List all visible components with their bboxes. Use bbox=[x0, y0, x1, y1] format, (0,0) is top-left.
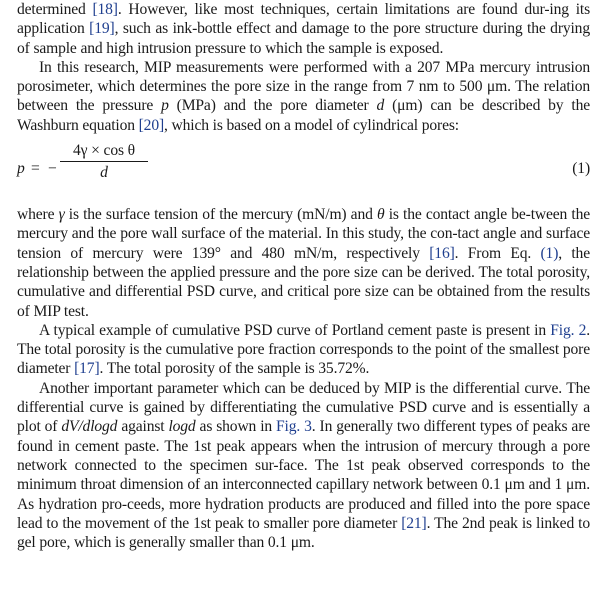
citation-link-16[interactable]: [16] bbox=[429, 244, 455, 262]
text: as shown in bbox=[195, 418, 277, 436]
text: . From Eq. bbox=[454, 244, 541, 262]
variable-p: p bbox=[161, 97, 169, 115]
text: against bbox=[117, 418, 169, 436]
paragraph-limitations bbox=[17, 0, 590, 58]
equation-numerator: 4γ × cos θ bbox=[60, 141, 148, 162]
text: In this research, MIP measurements were performed with a 207 MPa mercury intrusion porosimeter, which determines the pore size in the range from 7 nm to 500 μm. The relation between the pressure bbox=[17, 58, 590, 115]
text: (μm) can be described by the Washburn equation bbox=[17, 97, 590, 134]
text: , the relationship between the applied pressure and the pore size can be derived. The total porosity, cumulative and differential PSD curve, and critical pore size can be obtained from the results of MIP test. bbox=[17, 244, 590, 320]
citation-link-17[interactable]: [17] bbox=[74, 360, 100, 378]
figure-link-2[interactable]: Fig. 2 bbox=[550, 321, 587, 339]
text: , which is based on a model of cylindrical pores: bbox=[164, 116, 459, 134]
variable-dv-dlogd: dV/dlogd bbox=[61, 418, 118, 436]
equation-link-1[interactable]: (1) bbox=[540, 244, 559, 262]
text: determined bbox=[17, 1, 93, 18]
variable-theta: θ bbox=[376, 206, 385, 224]
text: is the contact angle be-tween the mercury and the pore wall surface of the material. In this study, the con-tact angle and surface tension of mercury were 139° and 480 mN/m, respectively bbox=[17, 206, 591, 262]
equation-lhs: p bbox=[17, 160, 25, 178]
variable-gamma: γ bbox=[58, 206, 65, 224]
washburn-equation bbox=[17, 141, 590, 199]
equation-equals: = bbox=[31, 160, 40, 178]
equation-number: (1) bbox=[572, 160, 590, 178]
citation-link-20[interactable]: [20] bbox=[138, 116, 165, 134]
text: (MPa) and the pore diameter bbox=[168, 97, 377, 115]
variable-d: d bbox=[376, 97, 385, 115]
text: , such as ink-bottle effect and damage to the pore structure during the drying of sample and high intrusion pressure to which the sample is exposed. bbox=[17, 20, 590, 57]
text: . The total porosity of the sample is 35.72%. bbox=[99, 360, 370, 378]
text: . The 2nd peak is linked to gel pore, which is generally smaller than 0.1 μm. bbox=[17, 514, 590, 552]
figure-link-3[interactable]: Fig. 3 bbox=[276, 418, 312, 436]
text: . In generally two different types of peaks are found in cement paste. The 1st peak appears when the intrusion of mercury through a pore network connected to the specimen sur-face. The 1st peak observed corresponds to the minimum throat dimension of an interconnected capillary network between 0.1 μm and 1 μm. As hydration pro-ceeds, more hydration products are produced and filled into the pore space lead to the movement of the 1st peak to smaller pore diameter bbox=[17, 418, 591, 532]
text: Another important parameter which can be deduced by MIP is the differential curve. The differential curve is gained by differentiating the cumulative PSD curve and is essentially a plot of bbox=[17, 379, 590, 436]
equation-denominator: d bbox=[100, 164, 108, 182]
text: where bbox=[17, 206, 59, 224]
equation-minus: − bbox=[48, 160, 57, 178]
text: . However, like most techniques, certain limitations are found dur-ing its application bbox=[17, 1, 590, 38]
paragraph-differential-curve bbox=[17, 379, 590, 553]
article-body bbox=[17, 0, 590, 552]
text: A typical example of cumulative PSD curve of Portland cement paste is present in bbox=[39, 321, 551, 339]
citation-link-19[interactable]: [19] bbox=[89, 20, 115, 38]
paragraph-mip-measurements bbox=[17, 58, 590, 135]
text: . The total porosity is the cumulative pore fraction corresponds to the point of the smallest pore diameter bbox=[17, 321, 590, 378]
text: is the surface tension of the mercury (mN/m) and bbox=[64, 206, 377, 224]
equation-fraction bbox=[60, 141, 148, 183]
citation-link-18[interactable]: [18] bbox=[92, 1, 118, 18]
variable-logd: logd bbox=[168, 418, 196, 436]
paragraph-cumulative-psd bbox=[17, 321, 590, 379]
citation-link-21[interactable]: [21] bbox=[401, 514, 427, 532]
paragraph-where bbox=[17, 205, 590, 321]
